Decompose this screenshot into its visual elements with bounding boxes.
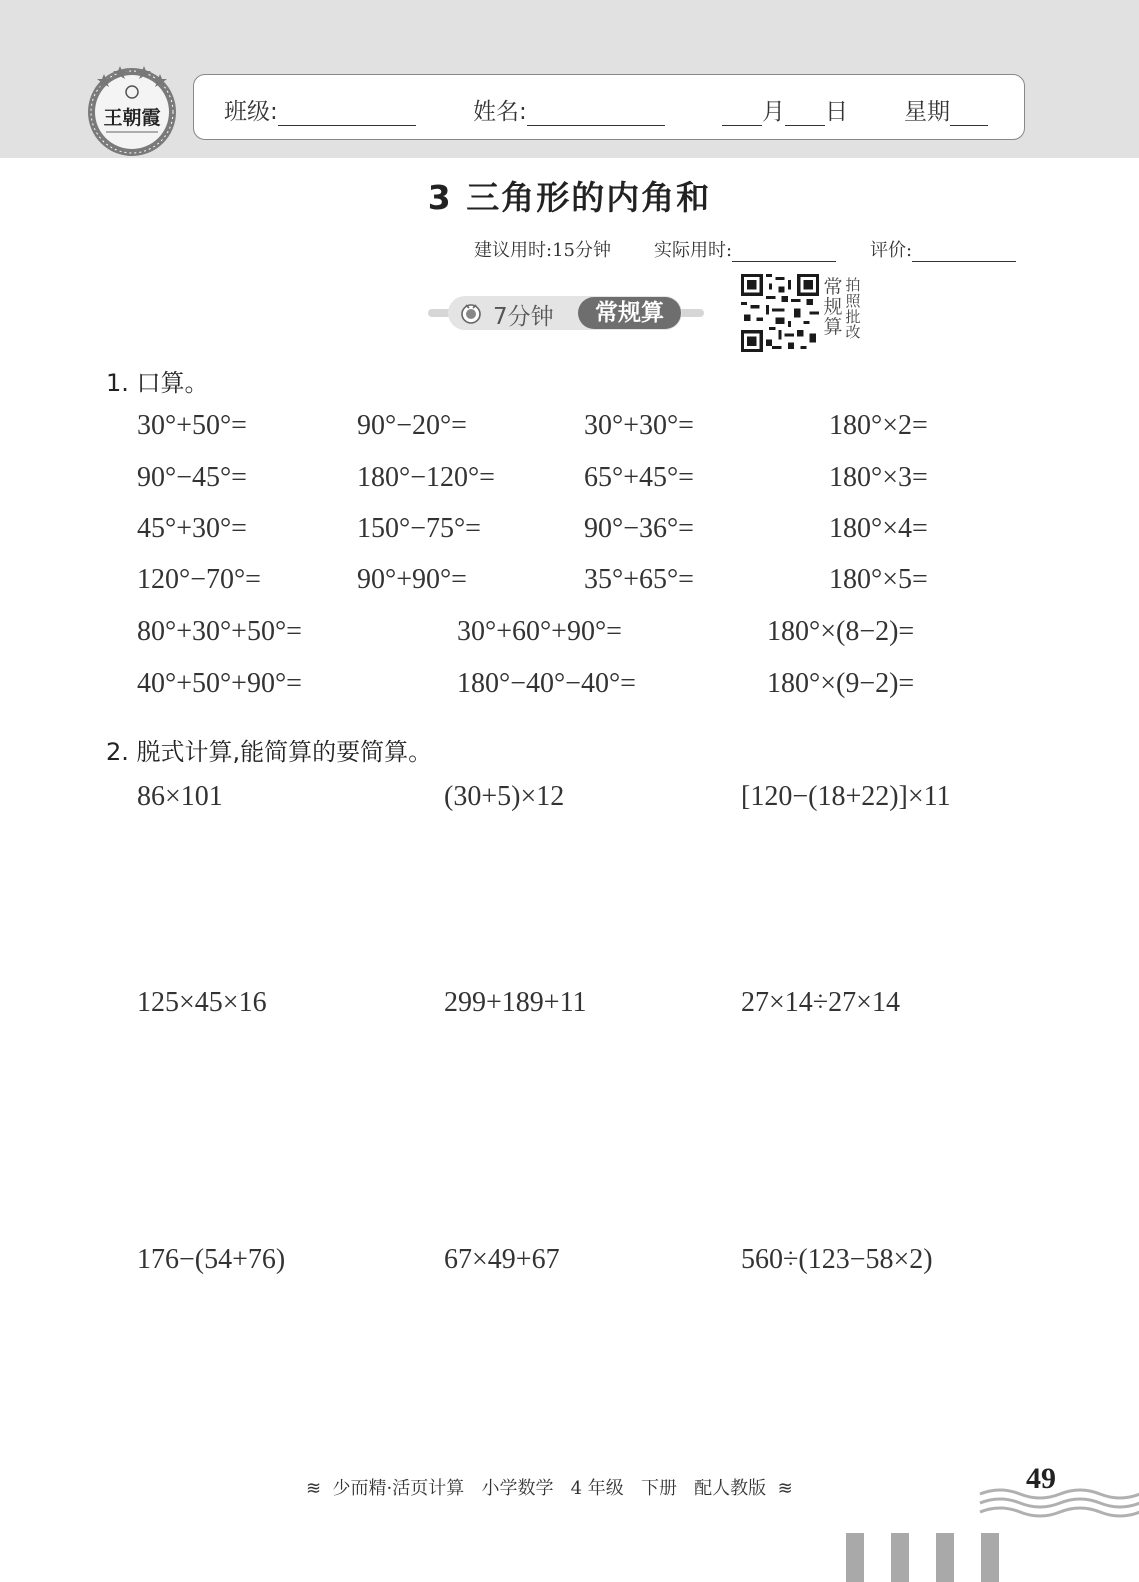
q1-item: 120°−70°= xyxy=(137,564,261,595)
weekday-label: 星期 xyxy=(904,99,950,125)
q2-item: 67×49+67 xyxy=(444,1244,560,1275)
q1-item: 180°×2= xyxy=(829,410,928,441)
q1-item: 30°+50°= xyxy=(137,410,247,441)
q2-item: 86×101 xyxy=(137,781,223,812)
q1-item: 180°×(8−2)= xyxy=(767,616,915,647)
section-label: 常规算 xyxy=(578,297,681,329)
class-blank[interactable] xyxy=(278,101,416,126)
medal-icon xyxy=(460,302,482,324)
day-blank[interactable] xyxy=(785,101,825,126)
q1-item: 180°×3= xyxy=(829,462,928,493)
weekday-field[interactable] xyxy=(904,93,988,126)
footer-line xyxy=(306,1474,793,1500)
q1-item: 180°×(9−2)= xyxy=(767,668,915,699)
qr-caption-1: 常规算 xyxy=(823,276,843,338)
q1-item: 30°+60°+90°= xyxy=(457,616,622,647)
page-wave-decoration xyxy=(978,1480,1139,1520)
footer-series: 少而精·活页计算 xyxy=(332,1478,465,1499)
q1-item: 90°−45°= xyxy=(137,462,247,493)
class-label: 班级: xyxy=(224,99,278,125)
month-label: 月 xyxy=(762,99,785,125)
edge-tab xyxy=(846,1533,864,1582)
q1-heading: 1. 口算。 xyxy=(106,369,209,397)
q2-heading: 2. 脱式计算,能简算的要简算。 xyxy=(106,738,433,766)
q1-item: 180°×5= xyxy=(829,564,928,595)
q1-item: 65°+45°= xyxy=(584,462,694,493)
q1-item: 180°×4= xyxy=(829,513,928,544)
q1-item: 180°−120°= xyxy=(357,462,495,493)
q1-item: 90°−36°= xyxy=(584,513,694,544)
q1-item: 45°+30°= xyxy=(137,513,247,544)
date-field[interactable] xyxy=(722,93,848,126)
q1-item: 40°+50°+90°= xyxy=(137,668,302,699)
edge-tab xyxy=(981,1533,999,1582)
edge-tab xyxy=(936,1533,954,1582)
actual-time-label: 实际用时: xyxy=(654,240,733,261)
logo-text: 王朝霞 xyxy=(103,107,161,129)
name-blank[interactable] xyxy=(527,101,665,126)
page-title: 3 三角形的内角和 xyxy=(427,178,712,217)
class-field[interactable] xyxy=(224,93,416,126)
q2-item: 176−(54+76) xyxy=(137,1244,286,1275)
actual-time-blank[interactable] xyxy=(732,241,836,262)
q1-item: 35°+65°= xyxy=(584,564,694,595)
q1-item: 80°+30°+50°= xyxy=(137,616,302,647)
footer-subject: 小学数学 xyxy=(481,1478,554,1499)
qr-caption-2: 拍照批改 xyxy=(845,276,861,342)
q2-item: (30+5)×12 xyxy=(444,781,565,812)
wave-left-icon: ≋ xyxy=(306,1478,322,1499)
publisher-logo xyxy=(84,62,180,158)
q2-item: [120−(18+22)]×11 xyxy=(741,781,951,812)
actual-time-field[interactable] xyxy=(654,236,836,262)
qr-code-icon[interactable] xyxy=(741,274,819,352)
name-field[interactable] xyxy=(473,93,665,126)
footer-grade: 4 年级 xyxy=(570,1478,624,1499)
day-label: 日 xyxy=(825,99,848,125)
month-blank[interactable] xyxy=(722,101,762,126)
weekday-blank[interactable] xyxy=(950,101,988,126)
student-info-box xyxy=(193,74,1025,140)
rating-field[interactable] xyxy=(870,236,1016,262)
rating-blank[interactable] xyxy=(912,241,1016,262)
edge-tab xyxy=(891,1533,909,1582)
q1-item: 90°−20°= xyxy=(357,410,467,441)
q2-item: 125×45×16 xyxy=(137,987,267,1018)
section-minutes: 7分钟 xyxy=(493,304,554,330)
footer-edition: 配人教版 xyxy=(694,1478,767,1499)
name-label: 姓名: xyxy=(473,99,527,125)
rating-label: 评价: xyxy=(870,240,913,261)
q1-item: 150°−75°= xyxy=(357,513,481,544)
q2-item: 27×14÷27×14 xyxy=(741,987,900,1018)
footer-volume: 下册 xyxy=(640,1478,677,1499)
q1-item: 90°+90°= xyxy=(357,564,467,595)
suggested-time: 建议用时:15分钟 xyxy=(474,240,611,261)
q1-item: 180°−40°−40°= xyxy=(457,668,636,699)
wave-right-icon: ≋ xyxy=(777,1478,793,1499)
q2-item: 560÷(123−58×2) xyxy=(741,1244,933,1275)
q1-item: 30°+30°= xyxy=(584,410,694,441)
q2-item: 299+189+11 xyxy=(444,987,587,1018)
page-number: 49 xyxy=(1026,1462,1056,1495)
